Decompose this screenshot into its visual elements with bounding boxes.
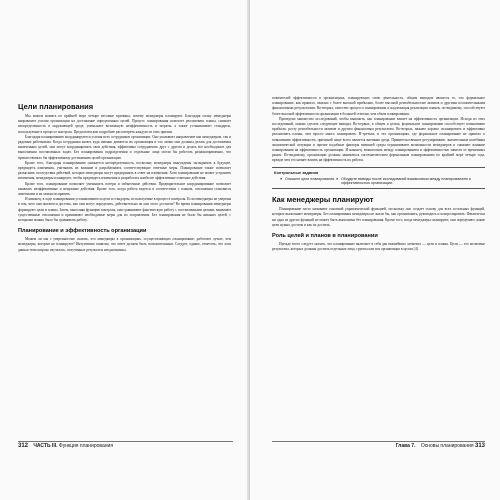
review-item-text: Обсудите выводы после исследований взаимосвязи между планированием и эффективностью организации. bbox=[341, 176, 471, 186]
review-box-title: Контрольные задания bbox=[274, 169, 319, 175]
paragraph: Можем ли мы с уверенностью сказать, что менеджеры в организациях, осуществляющих планирование, работают лучше, чем менеджеры, которые не планируют? Интуитивно понятно, что ответ должен быть положительным. Следует, однако, отметить, что хотя данная тема широко изучалась, полученные результаты неоднозначны. bbox=[18, 237, 231, 252]
paragraph: Кроме того, благодаря планированию снижается неопределенность, поскольку менеджеры вынуждены заглядывать в будущее, предвидеть изменения, учитывать их влияние и разрабатывать соответствующие ответные меры. Планирование также позволяет разъяснить последствия действий, которые менеджеры могут предпринять в ответ на изменения. Хотя планирование не может устранить изменения, менеджеры планируют, чтобы предвидеть изменения и разработать наиболее эффективные ответные действия. bbox=[18, 160, 231, 181]
paragraph: Благодаря планированию координируются усилия всех сотрудников организации. Оно указывает направление как менеджерам, так и рядовым работникам. Когда сотрудники знают, куда именно движется их организация и что лично они должны делать для достижения намеченных целей, они могут координировать свои действия, эффективно сотрудничать друг с другом и делать все необходимое для выполнения поставленных задач. Без планирования подразделения и отдельные лица могли бы работать разнонаправленно, что препятствовало бы эффективному достижению целей организации. bbox=[18, 134, 231, 160]
paragraph: Мы можем назвать по крайней мере четыре весомые причины, почему менеджеры планируют. Благодаря плану менеджеры направляют усилия организации на достижение определенных целей. Процесс планирования помогает реализовать планы, снижает неопределенность в окружающей среде, уменьшает возможную неэффективность и затраты, а также устанавливает стандарты, используемые в процессе контроля. Предлагаем вам подробнее рассмотреть каждую из этих причин. bbox=[18, 114, 231, 134]
running-head-title: Основы планирования bbox=[420, 443, 474, 449]
subsection-heading: Роль целей и планов в планировании bbox=[272, 233, 378, 240]
right-page bbox=[250, 0, 500, 500]
footer-rule bbox=[18, 441, 233, 442]
left-page-content bbox=[18, 96, 231, 253]
review-questions-box bbox=[272, 167, 485, 190]
paragraph: Планирование часто называют основной управленческой функцией, поскольку оно создает основу для всех остальных функций, которые выполняют менеджеры. Без планирования менеджеры не знали бы, как организовать, руководить и контролировать. Фактически ни одна из других функций не может быть выполнена без планирования. Кроме того, когда менеджеры планируют, они определяют, какие цели нужно достичь и как их достичь. bbox=[272, 207, 485, 227]
section-heading: Как менеджеры планируют bbox=[272, 195, 374, 205]
right-page-content bbox=[272, 96, 485, 252]
review-item bbox=[274, 177, 336, 182]
running-head-title: Функция планирования bbox=[58, 443, 114, 449]
paragraph: показателей эффективности в организациях, планирующих свою деятельность, общим выводом является то, что формальное планирование, как правило, связано с более высокой прибылью, более высокой рентабельностью активов и другими положительными финансовыми результатами. Во-вторых, качество процесса планирования и надлежащая реализация планов, по-видимому, способствуют более высокой эффективности организации в большей степени, чем объем планирования. bbox=[272, 96, 485, 116]
running-head-chapter: Глава 7. bbox=[395, 443, 416, 449]
running-head-part: ЧАСТЬ III. bbox=[33, 443, 58, 449]
bullet-icon: ● bbox=[280, 176, 283, 181]
review-item bbox=[336, 177, 483, 187]
paragraph: И наконец, в ходе планирования устанавливаются цели и стандарты, используемые в процессе контроля. Если менеджеры не уверены в том, чего они пытаются достичь, как они могут определить, действительно ли они этого достигли? Во время планирования менеджеры формируют цели и планы. Затем, выполняя функцию контроля, они сравнивают фактическую работу с поставленными целями, выявляют существенные отклонения и принимают необходимые меры для их исправления. Без планирования не было бы никаких целей, с которыми можно было бы сравнивать работу. bbox=[18, 197, 231, 223]
subsection-heading: Планирование и эффективность организации bbox=[18, 228, 147, 235]
page-footer bbox=[18, 443, 233, 449]
review-item-text: Опишите цели планирования. bbox=[285, 176, 336, 181]
paragraph: Проведено множество исследований, чтобы выяснить, как планирование влияет на эффективность организации. Исходя из этих исследований, можно сделать следующие выводы. Во-первых, в общем и целом, формальное планирование способствует повышению прибыли, росту рентабельности активов и другим финансовым результатам. Во-вторых, важнее хорошо спланировать и эффективно реализовать планы, чем просто много планировать. В-третьих, в тех организациях, где формальное планирование не привело к повышению эффективности, причиной чаще всего является внешняя среда. Правительственное регулирование, значительные колебания экономической ситуации и прочие подобные факторы внешней среды ограничивают возможности менеджеров и снижают влияние планирования на эффективность организации. И наконец, взаимосвязь между планированием и эффективностью зависит от временных рамок. По-видимому, организации должны заниматься систематическим формальным планированием по крайней мере четыре года, прежде чем это начнет влиять на эффективность их работы. bbox=[272, 116, 485, 163]
review-box-row bbox=[274, 177, 483, 187]
section-heading: Цели планирования bbox=[18, 102, 94, 111]
page-number: 313 bbox=[474, 443, 485, 449]
bullet-icon: ● bbox=[336, 176, 339, 181]
page-footer bbox=[272, 443, 485, 449]
page-number: 312 bbox=[18, 443, 29, 449]
paragraph: Прежде всего следует сказать, что планирование включает в себя два важнейших элемента — цели и планы. Цели — это желаемые результаты, которых должны достичь отдельные лица, группы или вся организация в целом [4]. bbox=[272, 242, 485, 252]
paragraph: Кроме того, планирование позволяет уменьшить потери и избыточные действия. Предварительное координирование позволяет выявлять неэффективные и ненужные действия. Кроме того, когда работа ведется в соответствии с планом, отклонения становятся заметными и их можно исправить. bbox=[18, 181, 231, 197]
footer-rule bbox=[272, 441, 485, 442]
